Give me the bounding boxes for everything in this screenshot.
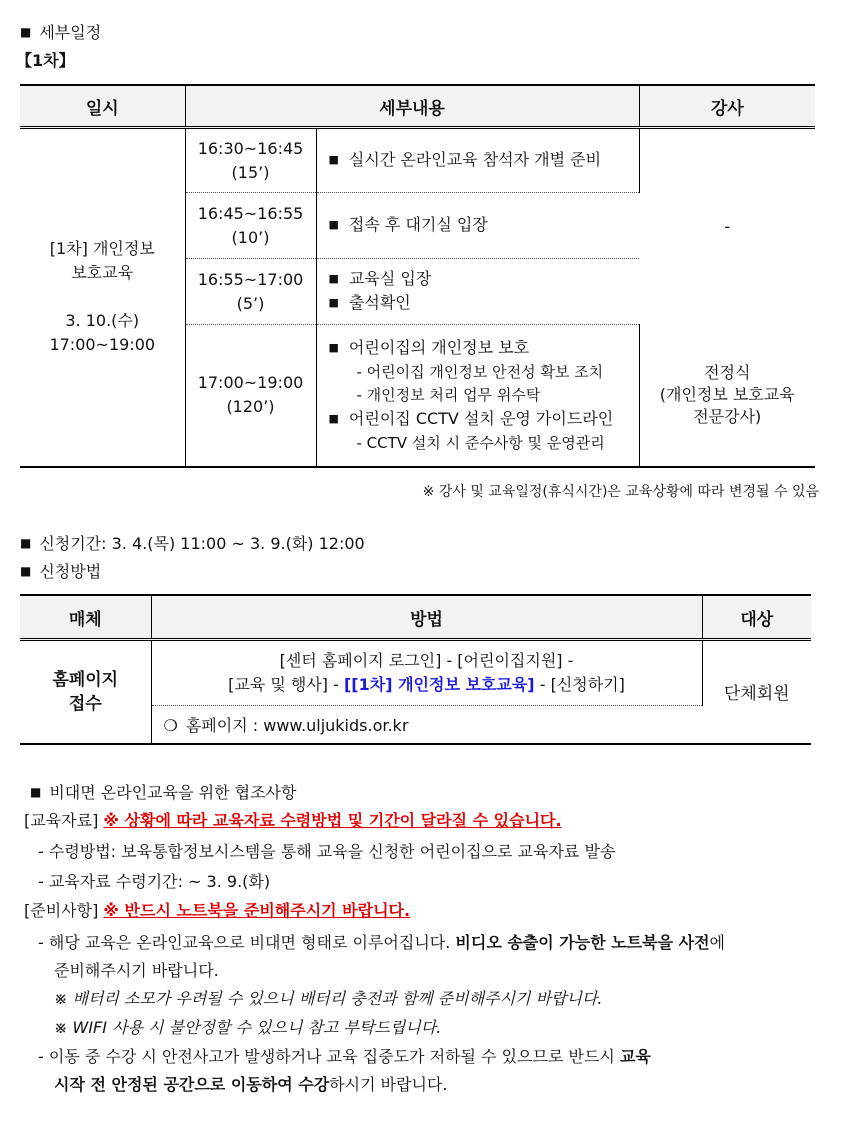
duration: (5’): [236, 293, 265, 313]
prep-text: - 해당 교육은 온라인교육으로 비대면 형태로 이루어집니다.: [38, 933, 456, 952]
prep-label: [준비사항]: [24, 901, 99, 920]
detail-text: 실시간 온라인교육 참석자 개별 준비: [348, 149, 602, 169]
prep-bold-text: 교육: [619, 1047, 651, 1066]
circle-bullet-icon: ❍: [163, 715, 178, 735]
detail-text: 어린이집 CCTV 설치 운영 가이드라인: [348, 408, 614, 428]
prep-line: [38, 1044, 651, 1067]
instructor-name: 전정식: [704, 363, 751, 382]
prep-text: 에: [709, 933, 725, 952]
table-row: [20, 640, 811, 706]
instructor-cell-top: -: [639, 128, 815, 325]
time-cell: [185, 193, 316, 259]
materials-line: - 수령방법: 보육통합정보시스템을 통해 교육을 신청한 어린이집으로 교육자료 발송: [38, 842, 616, 861]
header-instructor: 강사: [639, 85, 815, 128]
coop-heading: [30, 780, 296, 803]
square-bullet-icon: ■: [328, 340, 339, 354]
square-bullet-icon: ■: [20, 536, 32, 550]
duration: (10’): [231, 227, 270, 247]
target-cell: 단체회원: [702, 640, 811, 744]
header-medium: 매체: [20, 595, 151, 640]
square-bullet-icon: ■: [328, 217, 339, 231]
square-bullet-icon: ■: [328, 152, 339, 166]
prep-text: 하시기 바랍니다.: [329, 1075, 448, 1094]
table-header-row: [20, 85, 815, 128]
medium-cell: [20, 640, 151, 744]
medium-text: 접수: [68, 693, 102, 714]
prep-notice: ※ 반드시 노트북을 준비해주시기 바랍니다.: [103, 901, 411, 920]
prep-label-line: [24, 898, 410, 921]
detail-cell: [316, 259, 639, 325]
square-bullet-icon: ■: [328, 271, 339, 285]
time-cell: [185, 259, 316, 325]
coop-title: 비대면 온라인교육을 위한 협조사항: [49, 783, 297, 802]
square-bullet-icon: ■: [328, 411, 339, 425]
time-cell: [185, 128, 316, 193]
session-name: [1차] 개인정보: [49, 239, 155, 259]
schedule-table: [20, 84, 815, 468]
materials-notice: ※ 상황에 따라 교육자료 수령방법 및 기간이 달라질 수 있습니다.: [103, 811, 562, 830]
method-path-part: - [신청하기]: [534, 675, 625, 694]
apply-table: [20, 594, 811, 745]
time-range: 16:55~17:00: [197, 269, 304, 289]
schedule-note: ※ 강사 및 교육일정(휴식시간)은 교육상황에 따라 변경될 수 있음: [422, 484, 819, 500]
homepage-cell: [151, 706, 702, 744]
square-bullet-icon: ■: [328, 295, 339, 309]
square-bullet-icon: ■: [30, 785, 42, 799]
apply-period-text: 신청기간: 3. 4.(목) 11:00 ~ 3. 9.(화) 12:00: [39, 534, 365, 553]
apply-method-title: 신청방법: [39, 562, 102, 581]
header-target: 대상: [702, 595, 811, 640]
detail-text: 어린이집의 개인정보 보호: [348, 337, 530, 357]
detail-subtext: - 개인정보 처리 업무 위수탁: [356, 385, 541, 404]
method-path-part: [교육 및 행사] -: [228, 675, 344, 694]
table-header-row: [20, 595, 811, 640]
instructor-cell: [639, 325, 815, 467]
medium-text: 홈페이지: [52, 669, 119, 690]
prep-line: [38, 930, 725, 953]
apply-method-heading: [20, 559, 101, 582]
method-path-highlight: [[1차] 개인정보 보호교육]: [343, 675, 535, 694]
detail-subtext: - 어린이집 개인정보 안전성 확보 조치: [356, 362, 604, 381]
materials-label: [교육자료]: [24, 811, 99, 830]
session-date: 3. 10.(수): [65, 311, 140, 331]
prep-italic-note: ※ WIFI 사용 시 불안정할 수 있으니 참고 부탁드립니다.: [54, 1018, 442, 1037]
round-label: 【1차】: [16, 51, 75, 70]
table-row: [20, 128, 815, 193]
materials-line: - 교육자료 수령기간: ~ 3. 9.(화): [38, 872, 271, 891]
instructor-title: (개인정보 보호교육: [659, 385, 795, 404]
instructor-title: 전문강사): [693, 407, 762, 426]
session-cell: [20, 128, 185, 467]
apply-period: [20, 531, 365, 554]
detail-text: 접속 후 대기실 입장: [348, 214, 488, 234]
time-range: 16:30~16:45: [197, 138, 304, 158]
session-name2: 보호교육: [71, 263, 134, 283]
header-details: 세부내용: [185, 85, 639, 128]
prep-line: 준비해주시기 바랍니다.: [54, 961, 219, 980]
prep-text: - 이동 중 수강 시 안전사고가 발생하거나 교육 집중도가 저하될 수 있으므로 반드시: [38, 1047, 620, 1066]
detail-cell: [316, 128, 639, 193]
method-path-cell: [151, 640, 702, 706]
square-bullet-icon: ■: [20, 564, 32, 578]
time-range: 16:45~16:55: [197, 203, 304, 223]
section-title: 세부일정: [39, 23, 102, 42]
detail-cell: [316, 193, 639, 259]
prep-bold-text: 비디오 송출이 가능한 노트북을 사전: [455, 933, 710, 952]
header-method: 방법: [151, 595, 702, 640]
duration: (15’): [231, 162, 270, 182]
square-bullet-icon: ■: [20, 25, 32, 39]
materials-label-line: [24, 808, 562, 831]
prep-bold-text: 시작 전 안정된 공간으로 이동하여 수강: [54, 1075, 330, 1094]
section-heading-schedule: [20, 20, 101, 43]
detail-cell: [316, 325, 639, 467]
header-datetime: 일시: [20, 85, 185, 128]
time-cell: [185, 325, 316, 467]
duration: (120’): [226, 397, 275, 417]
prep-italic-note: ※ 배터리 소모가 우려될 수 있으니 배터리 충전과 함께 준비해주시기 바랍니다.: [54, 989, 603, 1008]
detail-subtext: - CCTV 설치 시 준수사항 및 운영관리: [356, 433, 605, 452]
detail-text: 출석확인: [348, 292, 411, 312]
detail-text: 교육실 입장: [348, 268, 432, 288]
prep-line: [54, 1072, 448, 1095]
method-path-line: [센터 홈페이지 로그인] - [어린이집지원] -: [279, 651, 574, 670]
time-range: 17:00~19:00: [197, 373, 304, 393]
homepage-url: 홈페이지 : www.uljukids.or.kr: [185, 715, 409, 735]
session-time: 17:00~19:00: [49, 335, 156, 355]
